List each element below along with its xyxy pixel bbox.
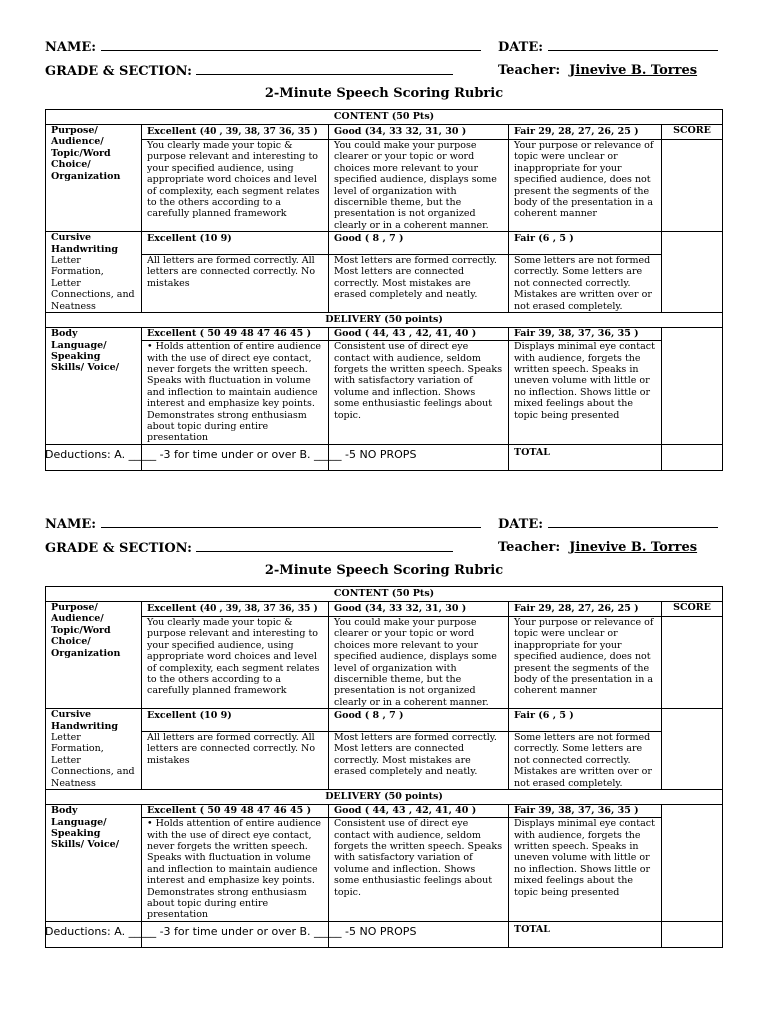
level-excellent-cursive: Excellent (10 9) [142, 709, 329, 732]
score-cell-cursive[interactable] [662, 232, 723, 313]
date-line [548, 39, 718, 51]
total-score-cell[interactable] [662, 921, 723, 947]
desc-excellent-cursive: All letters are formed correctly. All letters are connected correctly. No mistakes [142, 255, 329, 313]
name-label: NAME: [45, 517, 97, 532]
grade-section-field[interactable] [45, 540, 453, 556]
desc-fair-purpose: Your purpose or relevance of topic were unclear or inappropriate for your specified audience, does not present the segments of the body of the presentation in a coherent manner [509, 140, 662, 232]
delivery-heading: DELIVERY (50 points) [46, 790, 723, 805]
desc-fair-body: Displays minimal eye contact with audience, forgets the written speech. Speaks in uneven volume with little or no inflection. Shows little or mixed feelings about the topic being presented [509, 341, 662, 445]
teacher-field [498, 63, 697, 78]
desc-fair-purpose: Your purpose or relevance of topic were unclear or inappropriate for your specified audience, does not present the segments of the body of the presentation in a coherent manner [509, 617, 662, 709]
criterion-body: Body Language/ Speaking Skills/ Voice/ [46, 328, 142, 445]
score-cell-body[interactable] [662, 805, 723, 922]
date-field[interactable] [498, 39, 718, 55]
rubric-table [45, 109, 723, 471]
level-excellent-cursive: Excellent (10 9) [142, 232, 329, 255]
score-cell-body[interactable] [662, 328, 723, 445]
desc-excellent-body: • Holds attention of entire audience with the use of direct eye contact, never forgets the written speech. Speaks with fluctuation in volume and inflection to maintain audience interest and emphasize key points. Demonstrates strong enthusiasm about topic during entire presentation [142, 341, 329, 445]
score-heading: SCORE [662, 602, 723, 617]
grade-section-label: GRADE & SECTION: [45, 64, 192, 79]
desc-excellent-body: • Holds attention of entire audience with the use of direct eye contact, never forgets the written speech. Speaks with fluctuation in volume and inflection to maintain audience interest and emphasize key points. Demonstrates strong enthusiasm about topic during entire presentation [142, 818, 329, 922]
level-fair-cursive: Fair (6 , 5 ) [509, 232, 662, 255]
teacher-field [498, 540, 697, 555]
level-excellent-body: Excellent ( 50 49 48 47 46 45 ) [142, 328, 329, 341]
teacher-name: Jinevive B. Torres [569, 63, 698, 78]
desc-excellent-purpose: You clearly made your topic & purpose relevant and interesting to your specified audience, using appropriate word choices and level of complexity, each segment relates to the others according to a carefully planned framework [142, 140, 329, 232]
level-excellent-body: Excellent ( 50 49 48 47 46 45 ) [142, 805, 329, 818]
desc-fair-cursive: Some letters are not formed correctly. Some letters are not connected correctly. Mistakes are written over or not erased completely. [509, 732, 662, 790]
level-fair-purpose: Fair 29, 28, 27, 26, 25 ) [509, 125, 662, 140]
date-field[interactable] [498, 516, 718, 532]
rubric-table [45, 586, 723, 948]
rubric-title: 2-Minute Speech Scoring Rubric [264, 86, 504, 101]
total-label: TOTAL [509, 921, 662, 947]
rubric-sheet-2 [0, 477, 768, 947]
criterion-cursive: Cursive Handwriting Letter Formation, Letter Connections, and Neatness [46, 232, 142, 313]
delivery-heading: DELIVERY (50 points) [46, 313, 723, 328]
level-excellent-purpose: Excellent (40 , 39, 38, 37 36, 35 ) [142, 602, 329, 617]
criterion-cursive: Cursive Handwriting Letter Formation, Letter Connections, and Neatness [46, 709, 142, 790]
score-cell-purpose[interactable] [662, 617, 723, 709]
name-label: NAME: [45, 40, 97, 55]
name-field[interactable] [45, 516, 481, 532]
level-fair-body: Fair 39, 38, 37, 36, 35 ) [509, 328, 662, 341]
level-good-cursive: Good ( 8 , 7 ) [329, 709, 509, 732]
total-label: TOTAL [509, 444, 662, 470]
grade-section-label: GRADE & SECTION: [45, 541, 192, 556]
name-line [101, 39, 481, 51]
level-good-purpose: Good (34, 33 32, 31, 30 ) [329, 125, 509, 140]
total-score-cell[interactable] [662, 444, 723, 470]
deductions-line: Deductions: A. _____ -3 for time under or over B. _____ -5 NO PROPS [45, 448, 417, 461]
teacher-label: Teacher: [498, 540, 561, 555]
grade-section-line [196, 540, 453, 552]
level-fair-cursive: Fair (6 , 5 ) [509, 709, 662, 732]
content-heading: CONTENT (50 Pts) [46, 587, 723, 602]
level-good-purpose: Good (34, 33 32, 31, 30 ) [329, 602, 509, 617]
name-field[interactable] [45, 39, 481, 55]
content-heading: CONTENT (50 Pts) [46, 110, 723, 125]
date-line [548, 516, 718, 528]
level-good-body: Good ( 44, 43 , 42, 41, 40 ) [329, 805, 509, 818]
criterion-purpose: Purpose/ Audience/ Topic/Word Choice/ Organization [46, 125, 142, 232]
score-cell-purpose[interactable] [662, 140, 723, 232]
desc-fair-body: Displays minimal eye contact with audience, forgets the written speech. Speaks in uneven volume with little or no inflection. Shows little or mixed feelings about the topic being presented [509, 818, 662, 922]
date-label: DATE: [498, 40, 544, 55]
desc-good-cursive: Most letters are formed correctly. Most letters are connected correctly. Most mistakes are erased completely and neatly. [329, 255, 509, 313]
desc-fair-cursive: Some letters are not formed correctly. Some letters are not connected correctly. Mistakes are written over or not erased completely. [509, 255, 662, 313]
desc-good-purpose: You could make your purpose clearer or your topic or word choices more relevant to your specified audience, displays some level of organization with discernible theme, but the presentation is not organized clearly or in a coherent manner. [329, 140, 509, 232]
teacher-name: Jinevive B. Torres [569, 540, 698, 555]
criterion-purpose: Purpose/ Audience/ Topic/Word Choice/ Organization [46, 602, 142, 709]
criterion-body: Body Language/ Speaking Skills/ Voice/ [46, 805, 142, 922]
level-good-body: Good ( 44, 43 , 42, 41, 40 ) [329, 328, 509, 341]
desc-good-body: Consistent use of direct eye contact with audience, seldom forgets the written speech. Speaks with satisfactory variation of volume and inflection. Shows some enthusiastic feelings about topic. [329, 341, 509, 445]
level-fair-body: Fair 39, 38, 37, 36, 35 ) [509, 805, 662, 818]
name-line [101, 516, 481, 528]
rubric-title: 2-Minute Speech Scoring Rubric [264, 563, 504, 578]
score-cell-cursive[interactable] [662, 709, 723, 790]
score-heading: SCORE [662, 125, 723, 140]
level-fair-purpose: Fair 29, 28, 27, 26, 25 ) [509, 602, 662, 617]
desc-good-purpose: You could make your purpose clearer or your topic or word choices more relevant to your specified audience, displays some level of organization with discernible theme, but the presentation is not organized clearly or in a coherent manner. [329, 617, 509, 709]
desc-excellent-purpose: You clearly made your topic & purpose relevant and interesting to your specified audience, using appropriate word choices and level of complexity, each segment relates to the others according to a carefully planned framework [142, 617, 329, 709]
deductions-line: Deductions: A. _____ -3 for time under or over B. _____ -5 NO PROPS [45, 925, 417, 938]
grade-section-line [196, 63, 453, 75]
teacher-label: Teacher: [498, 63, 561, 78]
desc-good-body: Consistent use of direct eye contact with audience, seldom forgets the written speech. Speaks with satisfactory variation of volume and inflection. Shows some enthusiastic feelings about topic. [329, 818, 509, 922]
level-excellent-purpose: Excellent (40 , 39, 38, 37 36, 35 ) [142, 125, 329, 140]
grade-section-field[interactable] [45, 63, 453, 79]
desc-good-cursive: Most letters are formed correctly. Most letters are connected correctly. Most mistakes are erased completely and neatly. [329, 732, 509, 790]
date-label: DATE: [498, 517, 544, 532]
desc-excellent-cursive: All letters are formed correctly. All letters are connected correctly. No mistakes [142, 732, 329, 790]
rubric-sheet-1 [0, 0, 768, 470]
level-good-cursive: Good ( 8 , 7 ) [329, 232, 509, 255]
